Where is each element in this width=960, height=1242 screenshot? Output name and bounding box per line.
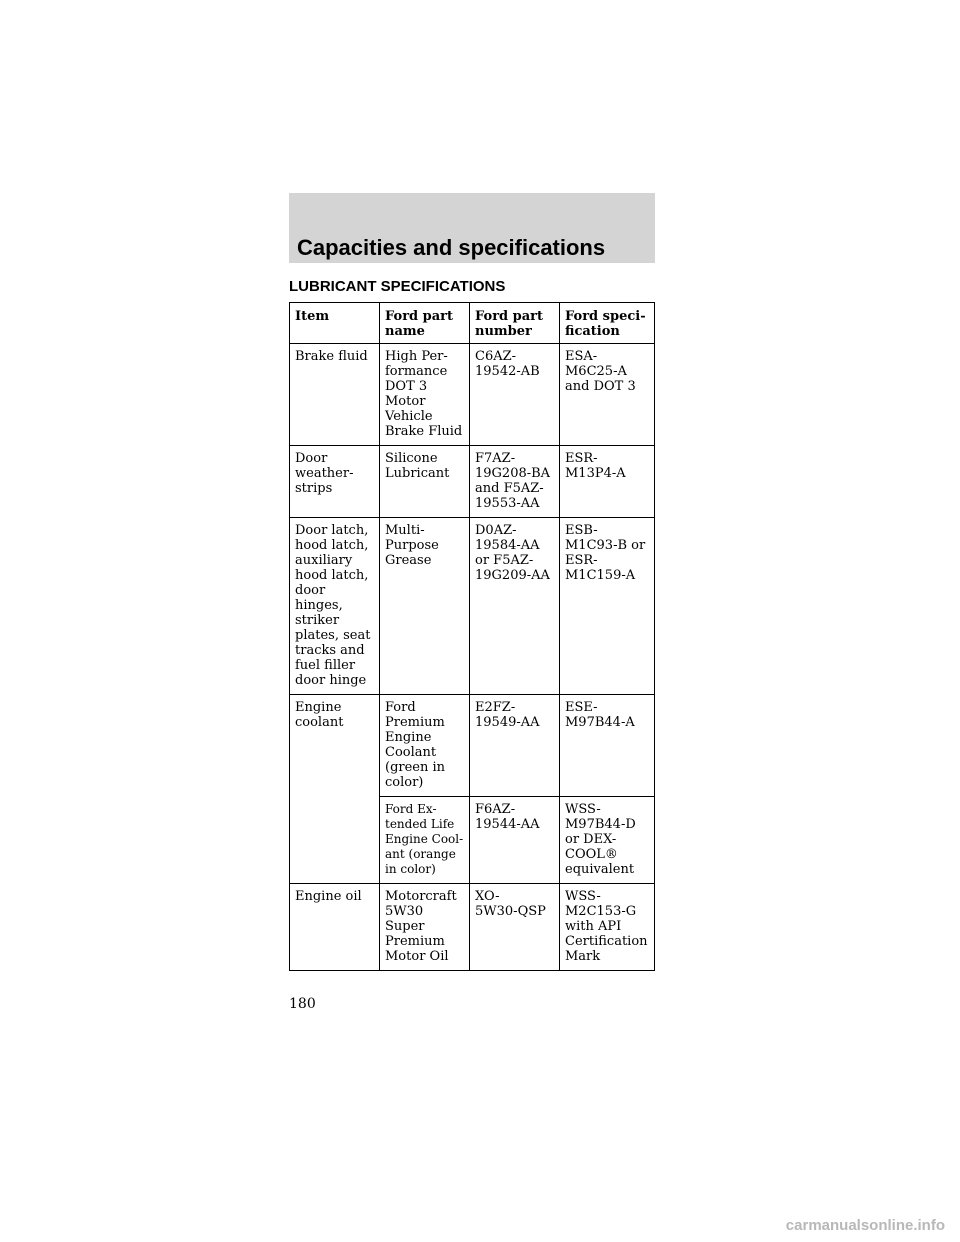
cell-part-name: Multi- Purpose Grease (380, 518, 470, 695)
cell-specification: ESE- M97B44-A (560, 695, 655, 797)
cell-item: Door weather- strips (290, 446, 380, 518)
cell-part-name: Silicone Lubricant (380, 446, 470, 518)
cell-part-number: D0AZ- 19584-AA or F5AZ- 19G209-AA (470, 518, 560, 695)
chapter-banner (289, 193, 655, 263)
cell-part-name: Ford Premium Engine Coolant (green in color) (380, 695, 470, 797)
lubricant-spec-table (289, 302, 655, 971)
cell-item: Door latch, hood latch, auxiliary hood latch, door hinges, striker plates, seat tracks and fuel filler door hinge (290, 518, 380, 695)
cell-part-number: F7AZ- 19G208-BA and F5AZ- 19553-AA (470, 446, 560, 518)
cell-item: Brake fluid (290, 344, 380, 446)
table-row (290, 344, 655, 446)
table-row (290, 884, 655, 971)
cell-specification: WSS- M2C153-G with API Certification Mark (560, 884, 655, 971)
cell-part-name: Ford Ex- tended Life Engine Cool- ant (orange in color) (380, 797, 470, 884)
watermark-text: carmanualsonline.info (785, 1217, 945, 1234)
cell-specification: WSS- M97B44-D or DEX- COOL® equivalent (560, 797, 655, 884)
cell-part-number: E2FZ- 19549-AA (470, 695, 560, 797)
cell-specification: ESR- M13P4-A (560, 446, 655, 518)
page-number: 180 (289, 996, 316, 1012)
header-item: Item (290, 303, 380, 344)
section-title: LUBRICANT SPECIFICATIONS (289, 278, 506, 295)
table-header-row (290, 303, 655, 344)
header-part-name: Ford part name (380, 303, 470, 344)
cell-part-number: XO- 5W30-QSP (470, 884, 560, 971)
cell-specification: ESA- M6C25-A and DOT 3 (560, 344, 655, 446)
cell-item: Engine coolant (290, 695, 380, 884)
cell-part-number: C6AZ- 19542-AB (470, 344, 560, 446)
cell-item: Engine oil (290, 884, 380, 971)
chapter-title: Capacities and specifications (297, 235, 606, 260)
table-row (290, 518, 655, 695)
header-part-number: Ford part number (470, 303, 560, 344)
cell-part-number: F6AZ- 19544-AA (470, 797, 560, 884)
cell-specification: ESB- M1C93-B or ESR- M1C159-A (560, 518, 655, 695)
table-row (290, 695, 655, 797)
cell-part-name: Motorcraft 5W30 Super Premium Motor Oil (380, 884, 470, 971)
header-specification: Ford speci- fication (560, 303, 655, 344)
cell-part-name: High Per- formance DOT 3 Motor Vehicle Brake Fluid (380, 344, 470, 446)
table-row (290, 446, 655, 518)
